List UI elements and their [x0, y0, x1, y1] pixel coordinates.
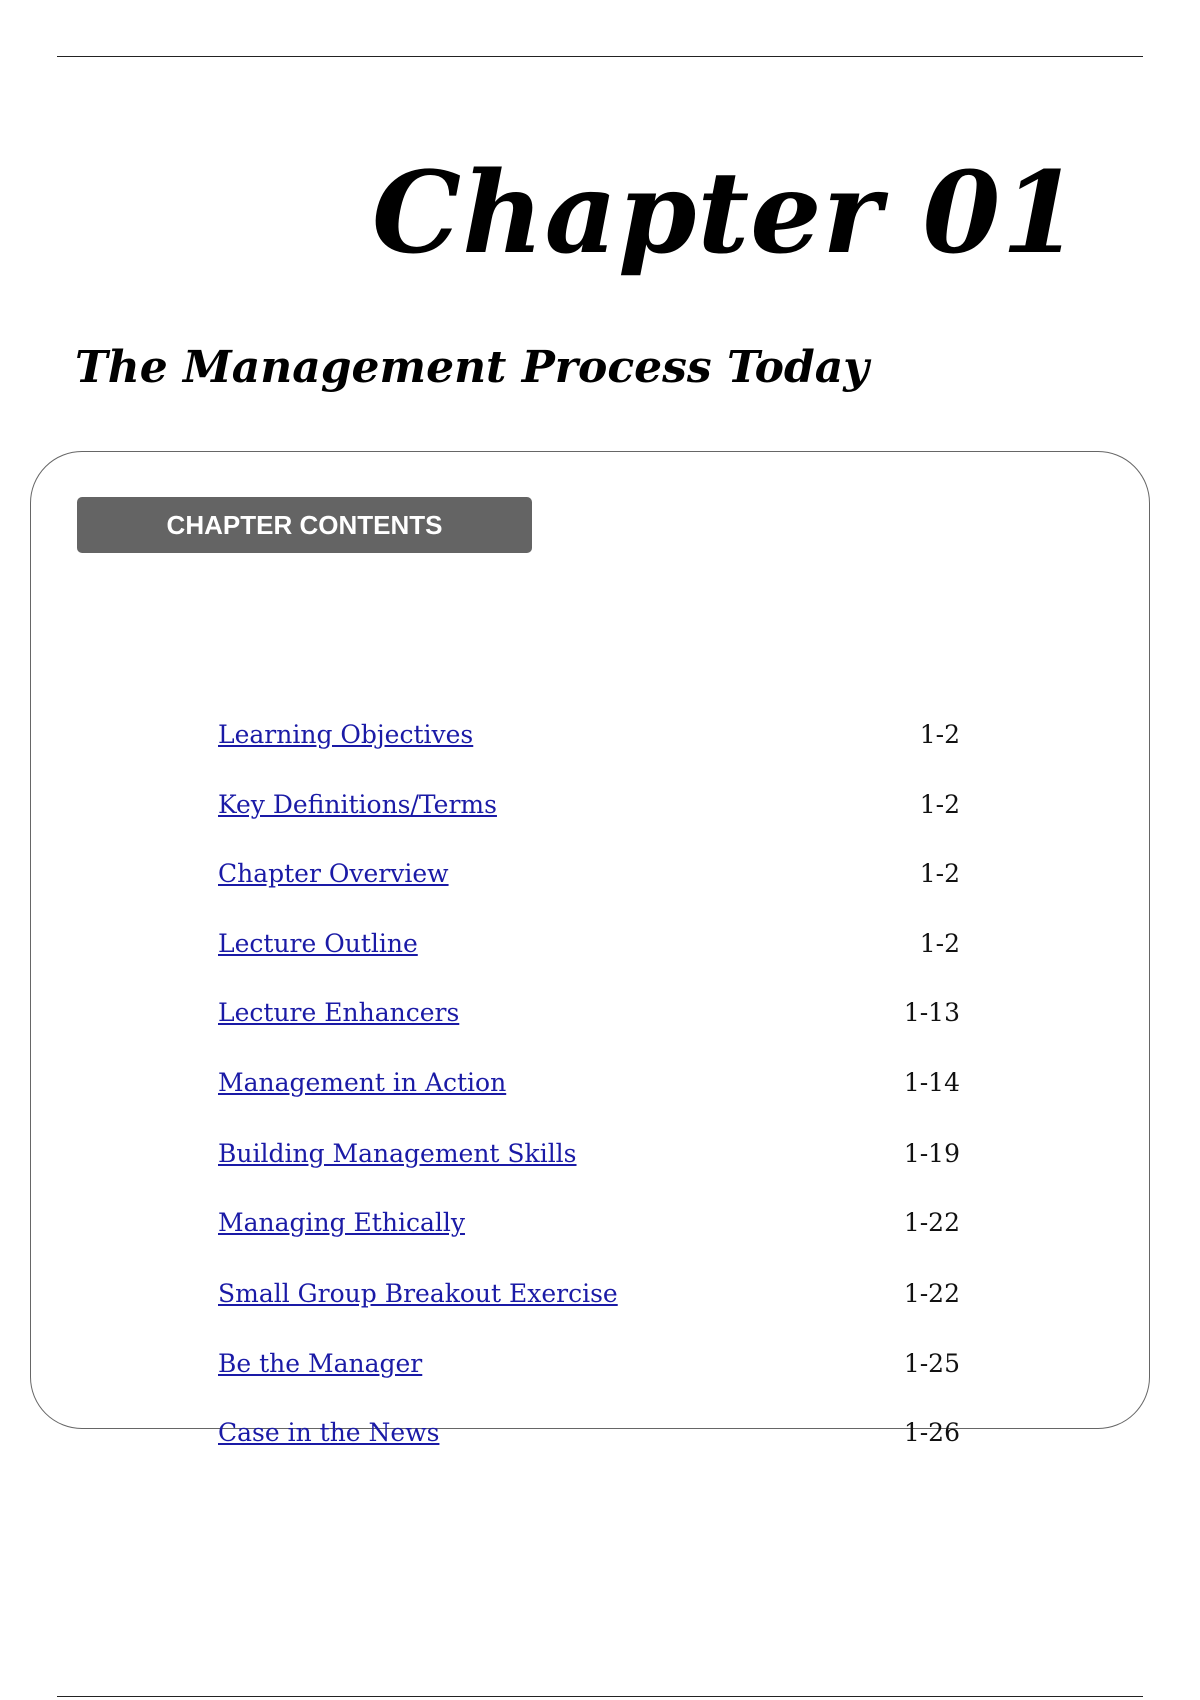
toc-link-case-in-the-news[interactable]: Case in the News: [218, 1418, 440, 1447]
toc-link-small-group-breakout[interactable]: Small Group Breakout Exercise: [218, 1279, 618, 1308]
toc-item: [0, 1203, 1200, 1243]
toc-page-number: 1-2: [919, 720, 960, 749]
toc-item: [0, 854, 1200, 894]
toc-link-building-management-skills[interactable]: Building Management Skills: [218, 1139, 577, 1168]
bottom-rule: [57, 1696, 1143, 1697]
toc-page-number: 1-2: [919, 929, 960, 958]
toc-page-number: 1-2: [919, 790, 960, 819]
toc-item: [0, 1413, 1200, 1453]
toc-item: [0, 715, 1200, 755]
toc-item: [0, 1134, 1200, 1174]
toc-item: [0, 993, 1200, 1033]
toc-link-lecture-outline[interactable]: Lecture Outline: [218, 929, 418, 958]
toc-page-number: 1-25: [903, 1349, 960, 1378]
top-rule: [57, 56, 1143, 57]
toc-item: [0, 1063, 1200, 1103]
toc-page-number: 1-22: [903, 1208, 960, 1237]
toc-link-managing-ethically[interactable]: Managing Ethically: [218, 1208, 465, 1237]
chapter-title: Chapter 01: [372, 148, 1081, 279]
toc-link-lecture-enhancers[interactable]: Lecture Enhancers: [218, 998, 460, 1027]
toc-item: [0, 924, 1200, 964]
chapter-subtitle: The Management Process Today: [75, 342, 869, 393]
toc-page-number: 1-14: [903, 1068, 960, 1097]
toc-page-number: 1-26: [903, 1418, 960, 1447]
toc-item: [0, 785, 1200, 825]
toc-link-chapter-overview[interactable]: Chapter Overview: [218, 859, 449, 888]
toc-item: [0, 1274, 1200, 1314]
contents-header: CHAPTER CONTENTS: [77, 497, 532, 553]
toc-page-number: 1-19: [903, 1139, 960, 1168]
toc-link-key-definitions[interactable]: Key Definitions/Terms: [218, 790, 497, 819]
toc-page-number: 1-2: [919, 859, 960, 888]
toc-link-management-in-action[interactable]: Management in Action: [218, 1068, 507, 1097]
toc-item: [0, 1344, 1200, 1384]
toc-page-number: 1-22: [903, 1279, 960, 1308]
toc-link-learning-objectives[interactable]: Learning Objectives: [218, 720, 474, 749]
toc-page-number: 1-13: [903, 998, 960, 1027]
toc-link-be-the-manager[interactable]: Be the Manager: [218, 1349, 423, 1378]
